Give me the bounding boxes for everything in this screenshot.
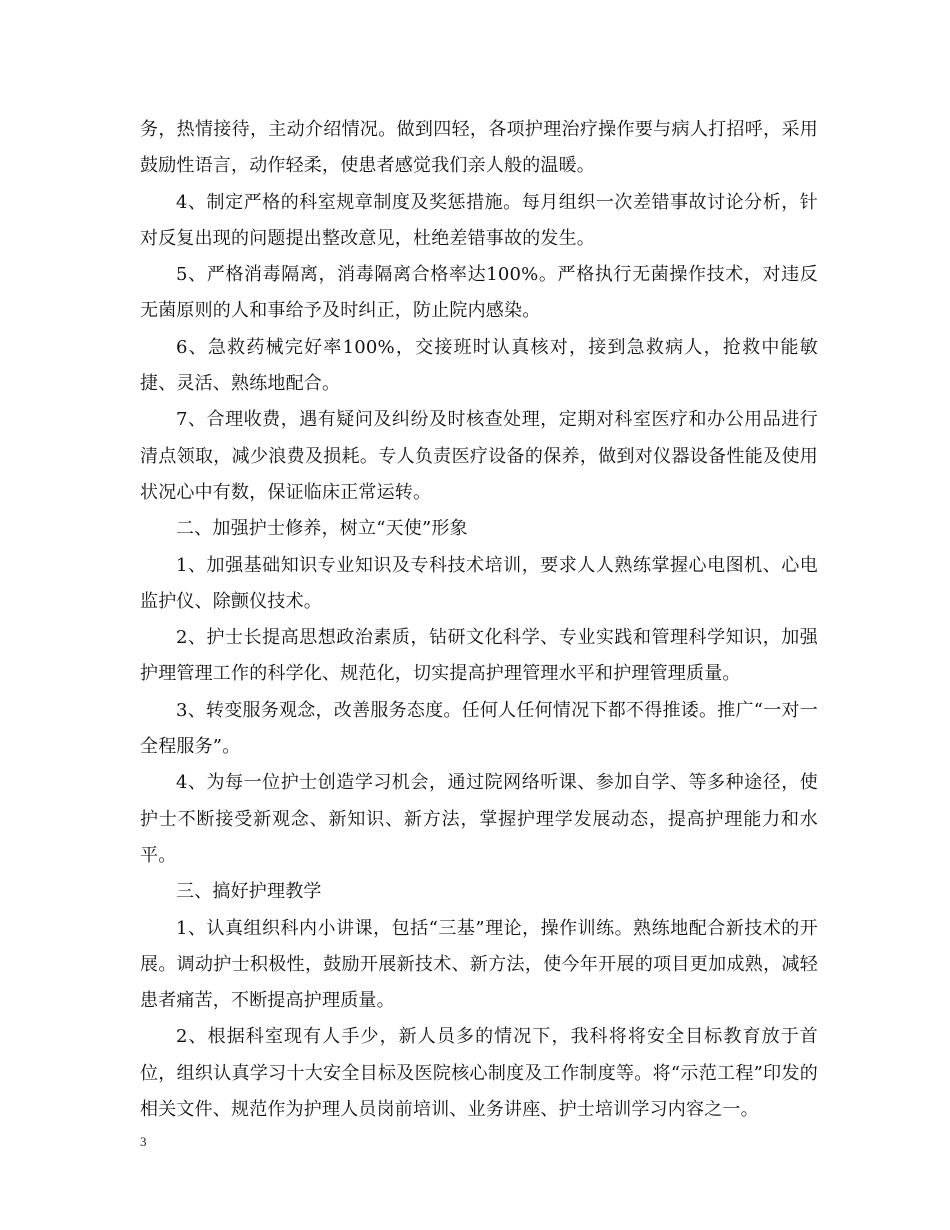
paragraph: 7、合理收费，遇有疑问及纠纷及时核查处理，定期对科室医疗和办公用品进行清点领取，减少浪费及损耗。专人负责医疗设备的保养，做到对仪器设备性能及使用状况心中有数，保证临床正常运转。 [140,409,818,503]
page-number: 3 [140,1134,147,1149]
section-heading: 二、加强护士修养，树立“天使”形象 [176,518,468,540]
document-body [140,112,818,1128]
paragraph: 4、制定严格的科室规章制度及奖惩措施。每月组织一次差错事故讨论分析，针对反复出现的问题提出整改意见，杜绝差错事故的发生。 [140,191,818,249]
paragraph: 3、转变服务观念，改善服务态度。任何人任何情况下都不得推诿。推广“一对一全程服务”。 [140,699,818,758]
paragraph: 4、为每一位护士创造学习机会，通过院网络听课、参加自学、等多种途径，使护士不断接受新观念、新知识、新方法，掌握护理学发展动态，提高护理能力和水平。 [140,772,818,866]
paragraph: 6、急救药械完好率100%，交接班时认真核对，接到急救病人，抢救中能敏捷、灵活、熟练地配合。 [140,336,818,395]
paragraph: 1、加强基础知识专业知识及专科技术培训，要求人人熟练掌握心电图机、心电监护仪、除颤仪技术。 [140,554,818,612]
paragraph: 5、严格消毒隔离，消毒隔离合格率达100%。严格执行无菌操作技术，对违反无菌原则的人和事给予及时纠正，防止院内感染。 [140,264,818,322]
paragraph: 2、根据科室现有人手少，新人员多的情况下，我科将将安全目标教育放于首位，组织认真学习十大安全目标及医院核心制度及工作制度等。将“示范工程”印发的相关文件、规范作为护理人员岗前培训、业务讲座、护士培训学习内容之一。 [140,1026,818,1121]
paragraph: 务，热情接待，主动介绍情况。做到四轻，各项护理治疗操作要与病人打招呼，采用鼓励性语言，动作轻柔，使患者感觉我们亲人般的温暖。 [140,119,818,177]
paragraph: 1、认真组织科内小讲课，包括“三基”理论，操作训练。熟练地配合新技术的开展。调动护士积极性，鼓励开展新技术、新方法，使今年开展的项目更加成熟，减轻患者痛苦，不断提高护理质量。 [140,917,818,1012]
section-heading: 三、搞好护理教学 [176,881,322,903]
paragraph: 2、护士长提高思想政治素质，钻研文化科学、专业实践和管理科学知识，加强护理管理工作的科学化、规范化，切实提高护理管理水平和护理管理质量。 [140,627,818,685]
